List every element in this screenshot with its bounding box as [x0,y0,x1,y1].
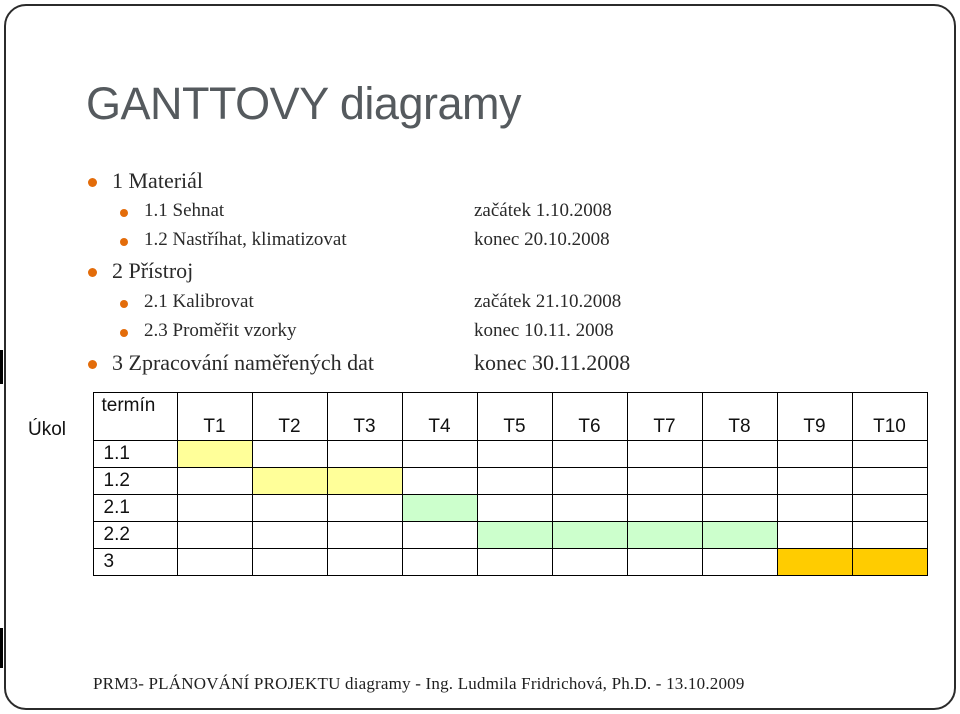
row-task-label: 1.2 [93,468,177,495]
period-header: T10 [852,393,927,441]
gantt-empty-cell [327,522,402,549]
gantt-bar-cell [402,495,477,522]
header-term-label: termín [101,395,156,416]
gantt-empty-cell [477,495,552,522]
row-task-label: 2.1 [93,495,177,522]
period-header: T7 [627,393,702,441]
gantt-empty-cell [477,549,552,576]
period-header: T4 [402,393,477,441]
header-task: Úkol [28,393,93,441]
gantt-row [28,468,927,495]
header-term [93,393,177,441]
gantt-empty-cell [402,522,477,549]
gantt-empty-cell [702,549,777,576]
bullet-dot [88,360,97,369]
left-edge-mark [0,628,3,668]
period-header: T8 [702,393,777,441]
row-task-label: 3 [93,549,177,576]
gantt-bar-cell [327,468,402,495]
row-spacer [28,441,93,468]
bullet-text: 1 Materiál [112,168,204,193]
gantt-empty-cell [402,468,477,495]
gantt-bar-cell [177,441,252,468]
gantt-empty-cell [477,441,552,468]
gantt-bar-cell [702,522,777,549]
period-header: T1 [177,393,252,441]
gantt-empty-cell [852,468,927,495]
gantt-row [28,522,927,549]
gantt-empty-cell [477,468,552,495]
slide-footer: PRM3- PLÁNOVÁNÍ PROJEKTU diagramy - Ing. Ludmila Fridrichová, Ph.D. - 13.10.2009 [93,674,745,693]
gantt-empty-cell [177,522,252,549]
gantt-empty-cell [552,549,627,576]
gantt-header-row [28,393,927,441]
bullet-date: konec 10.11. 2008 [474,320,614,341]
bullet-text: 3 Zpracování naměřených dat [112,350,375,375]
gantt-empty-cell [852,522,927,549]
period-header: T3 [327,393,402,441]
gantt-empty-cell [702,441,777,468]
gantt-empty-cell [252,441,327,468]
bullet-dot [120,300,128,308]
bullet-date: začátek 21.10.2008 [474,291,622,312]
bullet-dot [88,178,97,187]
bullet-dot [120,329,128,337]
gantt-empty-cell [777,468,852,495]
gantt-empty-cell [327,495,402,522]
gantt-empty-cell [552,495,627,522]
bullet-text: 2.3 Proměřit vzorky [144,320,297,341]
gantt-empty-cell [402,549,477,576]
gantt-empty-cell [627,441,702,468]
gantt-row [28,495,927,522]
gantt-empty-cell [627,495,702,522]
gantt-row [28,441,927,468]
gantt-empty-cell [252,495,327,522]
gantt-bar-cell [477,522,552,549]
bullet-text: 1.1 Sehnat [144,200,225,221]
period-header: T5 [477,393,552,441]
gantt-bar-cell [852,549,927,576]
gantt-bar-cell [777,549,852,576]
period-header: T2 [252,393,327,441]
gantt-empty-cell [777,495,852,522]
gantt-empty-cell [177,468,252,495]
bullet-dot [120,209,128,217]
gantt-empty-cell [702,468,777,495]
bullet-date: konec 30.11.2008 [474,350,631,375]
period-header: T6 [552,393,627,441]
row-spacer [28,549,93,576]
gantt-empty-cell [402,441,477,468]
gantt-empty-cell [552,441,627,468]
row-spacer [28,468,93,495]
bullet-date: konec 20.10.2008 [474,229,610,250]
gantt-empty-cell [627,468,702,495]
gantt-empty-cell [252,549,327,576]
gantt-empty-cell [177,549,252,576]
bullet-text: 2.1 Kalibrovat [144,291,254,312]
row-spacer [28,495,93,522]
gantt-empty-cell [177,495,252,522]
gantt-empty-cell [627,549,702,576]
row-spacer [28,522,93,549]
gantt-empty-cell [252,522,327,549]
period-header: T9 [777,393,852,441]
bullet-text: 2 Přístroj [112,258,194,283]
row-task-label: 1.1 [93,441,177,468]
gantt-bar-cell [552,522,627,549]
gantt-bar-cell [627,522,702,549]
gantt-bar-cell [252,468,327,495]
bullet-date: začátek 1.10.2008 [474,200,612,221]
bullet-dot [120,238,128,246]
slide-title: GANTTOVY diagramy [86,78,521,129]
gantt-empty-cell [777,522,852,549]
left-edge-mark [0,350,3,384]
gantt-empty-cell [327,441,402,468]
gantt-empty-cell [552,468,627,495]
gantt-empty-cell [852,495,927,522]
bullet-text: 1.2 Nastříhat, klimatizovat [144,229,347,250]
gantt-table [28,392,928,576]
gantt-empty-cell [702,495,777,522]
row-task-label: 2.2 [93,522,177,549]
gantt-empty-cell [327,549,402,576]
bullet-dot [88,268,97,277]
gantt-row [28,549,927,576]
gantt-empty-cell [852,441,927,468]
gantt-empty-cell [777,441,852,468]
